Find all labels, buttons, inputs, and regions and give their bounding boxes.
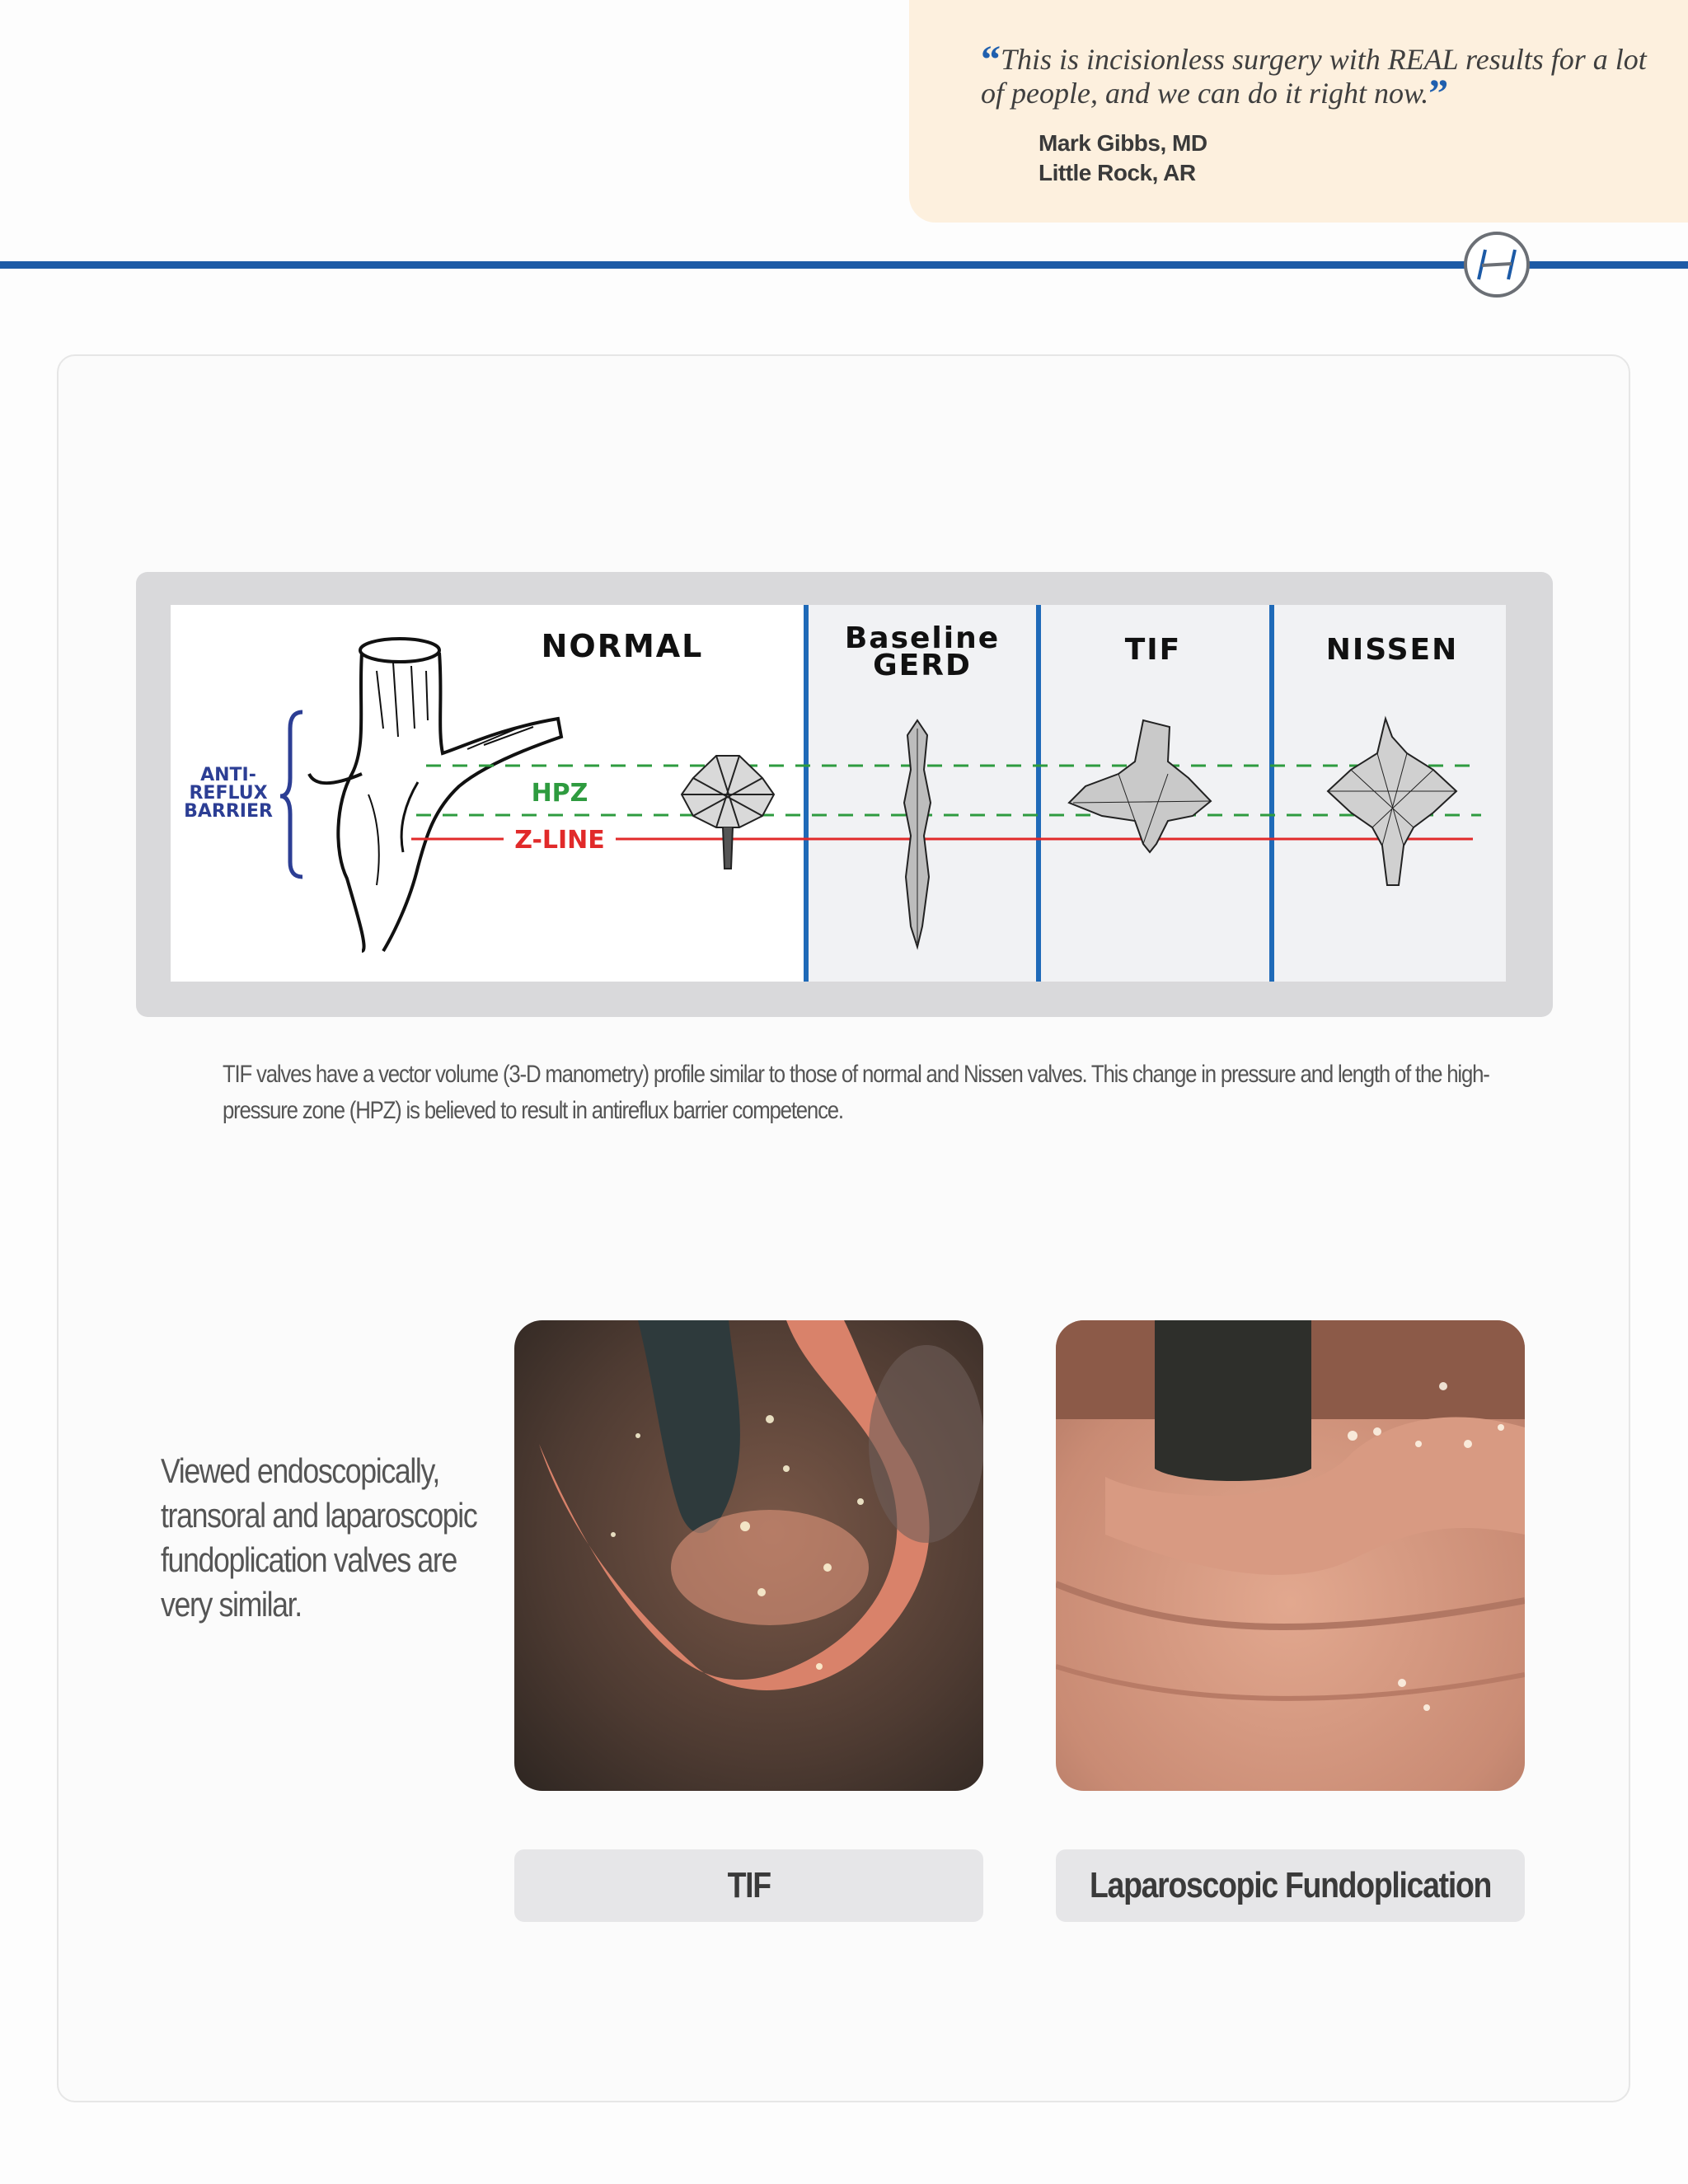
testimonial-quote	[981, 38, 1657, 115]
manometry-diagram	[171, 605, 1506, 982]
header-normal: NORMAL	[541, 628, 704, 664]
barrier-label-1: ANTI-	[200, 765, 256, 785]
tif-endoscopic-photo	[514, 1320, 983, 1791]
barrier-label-3: BARRIER	[184, 801, 273, 822]
quote-attribution	[1039, 129, 1207, 188]
tif-label-box	[514, 1849, 983, 1922]
header-divider	[0, 261, 1688, 269]
author-location: Little Rock, AR	[1039, 160, 1196, 185]
z-line-label: Z-LINE	[514, 826, 605, 855]
tif-label: TIF	[727, 1865, 771, 1905]
author-name: Mark Gibbs, MD	[1039, 130, 1207, 156]
quote-panel	[909, 0, 1688, 223]
hpz-label: HPZ	[531, 779, 588, 808]
header-nissen: NISSEN	[1325, 633, 1459, 667]
normal-valve-profile	[682, 756, 774, 869]
endoscopy-description: Viewed endoscopically, transoral and laparoscopic fundoplication valves are very similar.	[161, 1451, 477, 1624]
figure-caption: TIF valves have a vector volume (3-D manometry) profile similar to those of normal and Nissen valves. This change in pressure and length of the high-pressure zone (HPZ) is believed to result in antireflux barrier competence.	[223, 1061, 1489, 1124]
header-gerd-1: Baseline	[844, 621, 1001, 655]
open-quote-icon: “	[981, 38, 1001, 82]
laparoscopic-label-box	[1056, 1849, 1525, 1922]
laparoscopic-label: Laparoscopic Fundoplication	[1089, 1865, 1492, 1905]
manometry-figure	[136, 572, 1553, 1017]
barrier-brace	[280, 712, 302, 877]
header-gerd-2: GERD	[873, 649, 972, 682]
quote-text: This is incisionless surgery with REAL results for a lot of people, and we can do it right now.	[981, 43, 1647, 110]
laparoscopic-endoscopic-photo	[1056, 1320, 1525, 1791]
h-circle-logo-icon	[1464, 232, 1530, 298]
barrier-label-2: REFLUX	[189, 783, 268, 804]
esophagus-illustration	[309, 639, 561, 951]
header-tif: TIF	[1124, 633, 1182, 667]
close-quote-icon: ”	[1428, 72, 1449, 115]
